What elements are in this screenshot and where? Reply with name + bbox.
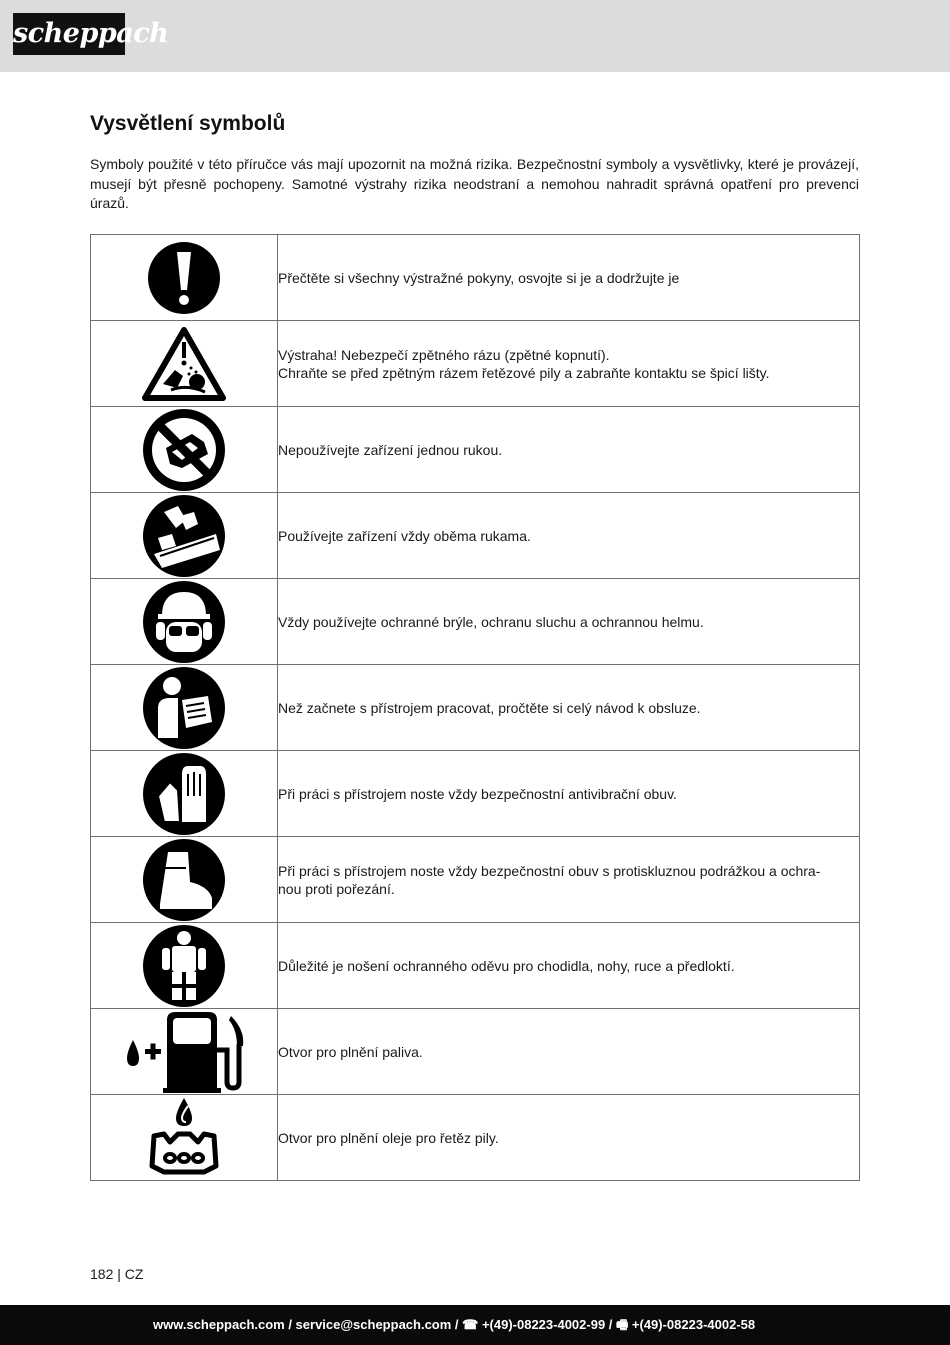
symbol-description: Výstraha! Nebezpečí zpětného rázu (zpětné kopnutí). bbox=[278, 346, 610, 363]
symbol-description: nou proti pořezání. bbox=[278, 880, 395, 897]
fuel-filler-icon bbox=[91, 1009, 278, 1095]
table-row bbox=[91, 235, 860, 321]
page-title: Vysvětlení symbolů bbox=[90, 112, 286, 135]
protective-clothing-icon bbox=[91, 923, 278, 1009]
symbol-description: Otvor pro plnění oleje pro řetěz pily. bbox=[278, 1129, 499, 1146]
symbol-description: Přečtěte si všechny výstražné pokyny, osvojte si je a dodržujte je bbox=[278, 269, 680, 286]
read-manual-icon bbox=[91, 665, 278, 751]
page-language: CZ bbox=[124, 1266, 144, 1282]
symbols-table bbox=[90, 234, 860, 1181]
symbol-description: Než začnete s přístrojem pracovat, pročtěte si celý návod k obsluze. bbox=[278, 699, 701, 716]
symbol-description: Otvor pro plnění paliva. bbox=[278, 1043, 423, 1060]
table-row bbox=[91, 321, 860, 407]
table-row bbox=[91, 579, 860, 665]
gloves-icon bbox=[91, 751, 278, 837]
page-number-value: 182 bbox=[90, 1266, 114, 1282]
symbol-description: Důležité je nošení ochranného oděvu pro chodidla, nohy, ruce a předloktí. bbox=[278, 957, 735, 974]
kickback-warning-icon bbox=[91, 321, 278, 407]
safety-boot-icon bbox=[91, 837, 278, 923]
symbol-description: Chraňte se před zpětným rázem řetězové pily a zabraňte kontaktu se špicí lišty. bbox=[278, 364, 770, 381]
protective-equipment-head-icon bbox=[91, 579, 278, 665]
table-row bbox=[91, 665, 860, 751]
table-row bbox=[91, 407, 860, 493]
symbol-description: Vždy používejte ochranné brýle, ochranu sluchu a ochrannou helmu. bbox=[278, 613, 704, 630]
warning-exclamation-icon bbox=[91, 235, 278, 321]
symbol-description: Nepoužívejte zařízení jednou rukou. bbox=[278, 441, 503, 458]
page-number: 182 | CZ bbox=[90, 1266, 144, 1282]
two-hand-use-icon bbox=[91, 493, 278, 579]
table-row bbox=[91, 1095, 860, 1181]
symbol-description: Při práci s přístrojem noste vždy bezpečnostní antivibrační obuv. bbox=[278, 785, 677, 802]
no-one-hand-use-icon bbox=[91, 407, 278, 493]
table-row bbox=[91, 837, 860, 923]
symbol-description: Při práci s přístrojem noste vždy bezpečnostní obuv s protiskluznou podrážkou a ochra- bbox=[278, 862, 821, 879]
chain-oil-filler-icon bbox=[91, 1095, 278, 1181]
scheppach-logo: scheppach bbox=[13, 13, 125, 55]
intro-paragraph: Symboly použité v této příručce vás mají upozornit na možná rizika. Bezpečnostní symboly a vysvětlivky, které je provázejí, musejí být přesně pochopeny. Samotné výstrahy rizika neodstraní a nemohou nahradit správná opatření pro prevenci úrazů. bbox=[90, 156, 859, 211]
page-header bbox=[0, 0, 950, 72]
table-row bbox=[91, 1009, 860, 1095]
symbol-description: Používejte zařízení vždy oběma rukama. bbox=[278, 527, 531, 544]
table-row bbox=[91, 493, 860, 579]
table-row bbox=[91, 751, 860, 837]
table-row bbox=[91, 923, 860, 1009]
footer-contact: www.scheppach.com / service@scheppach.com / ☎ +(49)-08223-4002-99 / 🖷 +(49)-08223-4002-58 bbox=[153, 1317, 756, 1332]
